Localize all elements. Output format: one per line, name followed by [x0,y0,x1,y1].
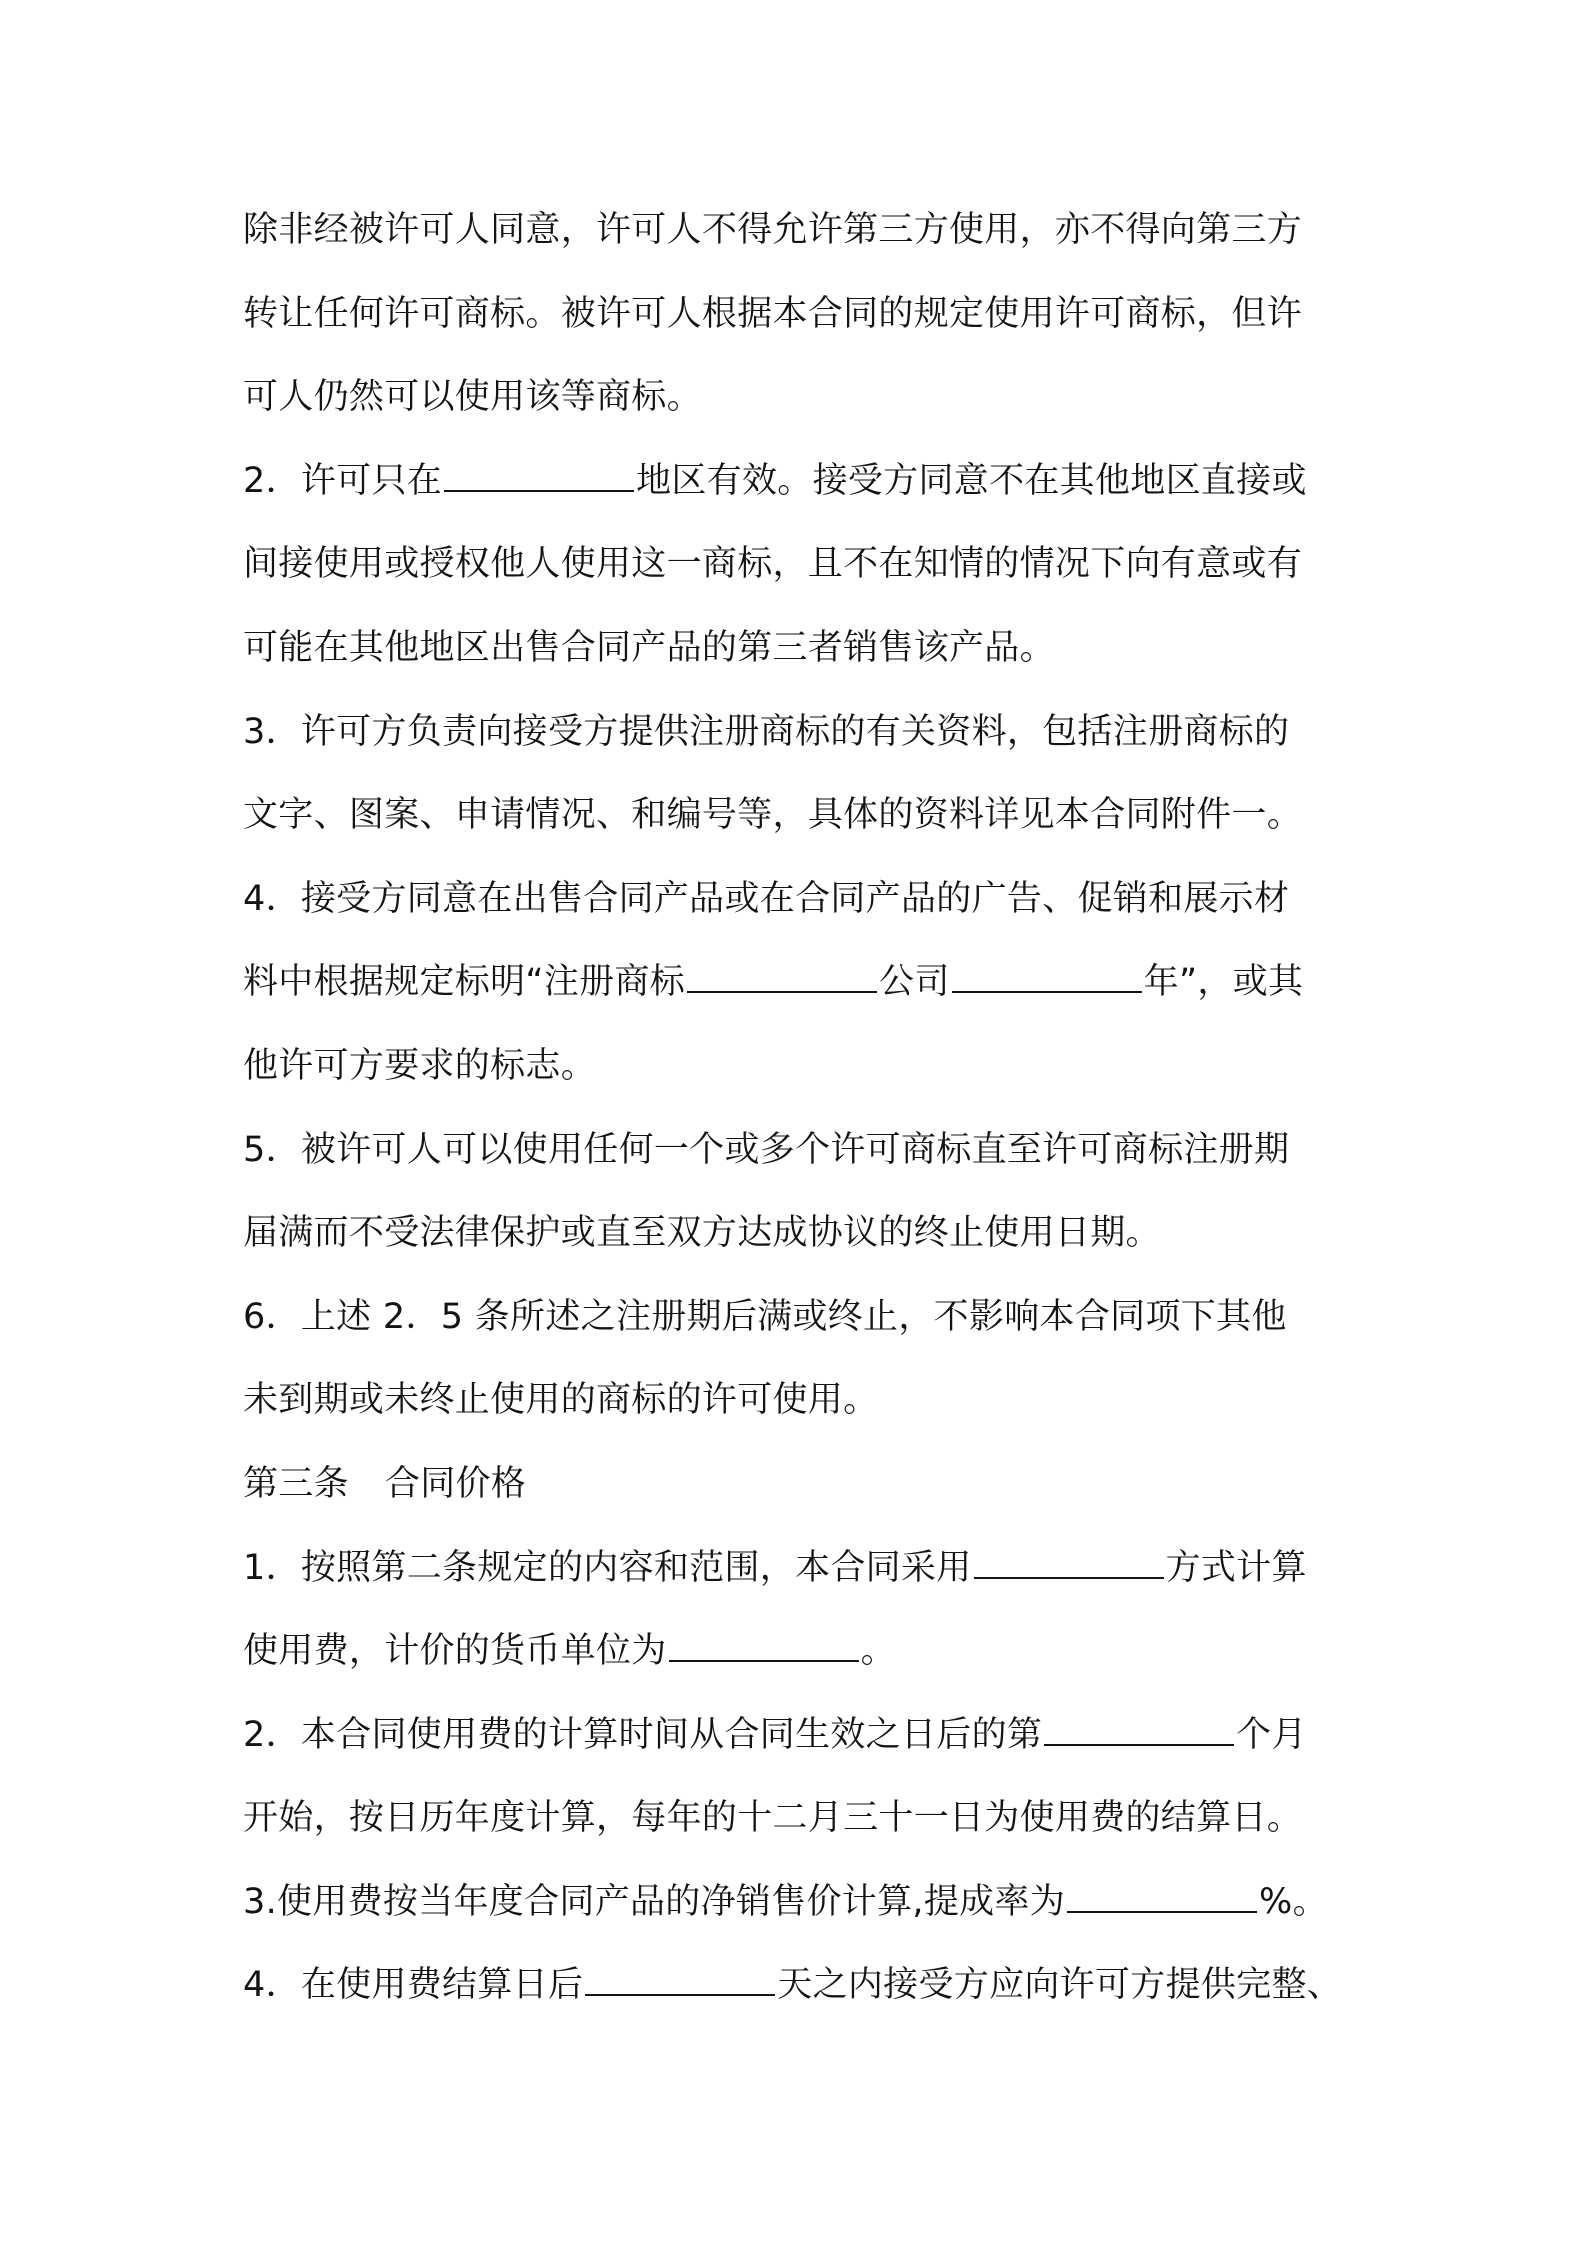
line-text: 1．按照第二条规定的内容和范围，本合同采用 [243,1547,972,1588]
line-text: 方式计算 [1165,1547,1307,1588]
section-number: 第三条 [243,1463,349,1504]
line-text: 间接使用或授权他人使用这一商标，且不在知情的情况下向有意或有 [243,544,1303,585]
calculation-method-blank-field[interactable] [974,1547,1164,1579]
text-line [243,1120,1373,1204]
line-text: 公司 [879,962,950,1003]
text-line [243,284,1373,368]
line-text: 料中根据规定标明“注册商标 [243,962,686,1003]
line-text: 使用费，计价的货币单位为 [243,1631,667,1672]
line-text: 个月 [1236,1714,1307,1755]
line-text: 3．许可方负责向接受方提供注册商标的有关资料，包括注册商标的 [243,711,1290,752]
price-clause-3 [243,1872,1373,1956]
line-text: 转让任何许可商标。被许可人根据本合同的规定使用许可商标，但许 [243,293,1303,334]
line-text: 文字、图案、申请情况、和编号等，具体的资料详见本合同附件一。 [243,795,1303,836]
days-blank-field[interactable] [585,1964,775,1996]
currency-blank-field[interactable] [669,1630,859,1662]
trademark-notice-line [243,952,1373,1036]
text-line [243,1203,1373,1287]
text-line [243,1287,1373,1371]
text-line [243,534,1373,618]
month-blank-field[interactable] [1044,1714,1234,1746]
line-text: 开始，按日历年度计算，每年的十二月三十一日为使用费的结算日。 [243,1798,1303,1839]
text-line [243,367,1373,451]
year-blank-field[interactable] [952,961,1142,993]
line-text: 除非经被许可人同意，许可人不得允许第三方使用，亦不得向第三方 [243,210,1303,250]
price-clause-1 [243,1538,1373,1622]
line-text: 年”，或其 [1143,962,1304,1003]
line-text: 天之内接受方应向许可方提供完整、 [777,1965,1343,2006]
text-line [243,618,1373,702]
trademark-blank-field[interactable] [687,961,877,993]
text-line [243,200,1373,284]
price-clause-4 [243,1955,1373,2039]
text-line [243,869,1373,953]
text-line [243,1788,1373,1872]
line-text: 。 [860,1631,896,1672]
clause-2-region [243,451,1373,535]
line-text: 地区有效。接受方同意不在其他地区直接或 [636,460,1307,501]
line-text: %。 [1259,1881,1328,1922]
line-text: 4．在使用费结算日后 [243,1965,584,2006]
line-text: 2．许可只在 [243,460,443,501]
region-blank-field[interactable] [444,460,634,492]
document-body [243,200,1373,2039]
line-text: 可能在其他地区出售合同产品的第三者销售该产品。 [243,627,1055,668]
line-text: 3.使用费按当年度合同产品的净销售价计算,提成率为 [243,1881,1066,1922]
line-text: 5．被许可人可以使用任何一个或多个许可商标直至许可商标注册期 [243,1129,1290,1170]
line-text: 他许可方要求的标志。 [243,1045,597,1086]
price-clause-2 [243,1705,1373,1789]
text-line [243,1370,1373,1454]
currency-line [243,1621,1373,1705]
line-text: 2．本合同使用费的计算时间从合同生效之日后的第 [243,1714,1043,1755]
text-line [243,1036,1373,1120]
line-text: 届满而不受法律保护或直至双方达成协议的终止使用日期。 [243,1213,1161,1254]
line-text: 未到期或未终止使用的商标的许可使用。 [243,1380,879,1421]
line-text: 6．上述 2．5 条所述之注册期后满或终止，不影响本合同项下其他 [243,1296,1287,1337]
royalty-rate-blank-field[interactable] [1067,1881,1257,1913]
text-line [243,785,1373,869]
section-heading [243,1454,1373,1538]
line-text: 4．接受方同意在出售合同产品或在合同产品的广告、促销和展示材 [243,878,1290,919]
line-text: 可人仍然可以使用该等商标。 [243,377,702,418]
text-line [243,702,1373,786]
section-title: 合同价格 [384,1463,527,1504]
